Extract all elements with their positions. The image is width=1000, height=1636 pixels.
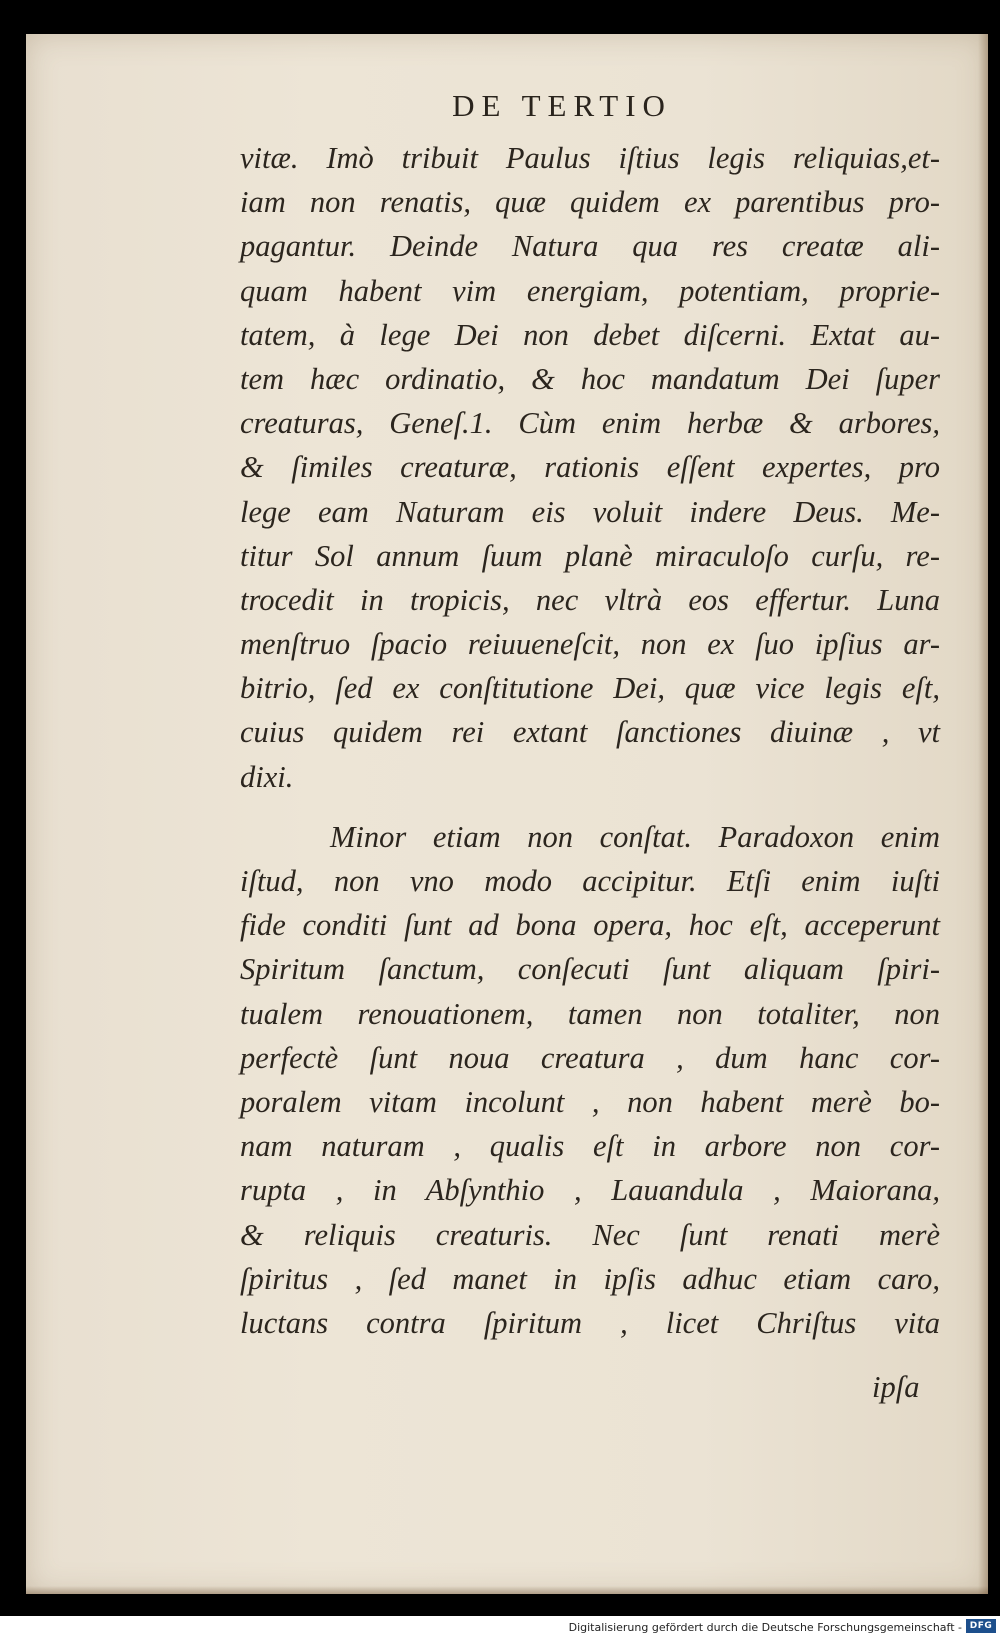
text-line: iam non renatis, quæ quidem ex parentibus pro- [240, 185, 940, 220]
text-line: & ſimiles creaturæ, rationis eſſent expertes, pro [240, 450, 940, 485]
page-edge-shadow [978, 34, 988, 1594]
paragraph-2 [240, 815, 940, 1345]
text-line: Minor etiam non conſtat. Paradoxon enim [330, 819, 940, 854]
text-line: vitæ. Imò tribuit Paulus iſtius legis reliquias,et- [240, 141, 940, 175]
text-line: cuius quidem rei extant ſanctiones diuinæ , vt [240, 715, 940, 750]
page-bottom-shadow [26, 1586, 988, 1594]
paragraph-gap [240, 799, 940, 815]
text-line: quam habent vim energiam, potentiam, proprie- [240, 273, 940, 308]
text-line: tatem, à lege Dei non debet diſcerni. Extat au- [240, 317, 940, 352]
text-line: pagantur. Deinde Natura qua res creatæ ali- [240, 229, 940, 264]
main-text [240, 136, 940, 1345]
dfg-logo: DFG [966, 1619, 996, 1633]
text-line: rupta , in Abſynthio , Lauandula , Maiorana, [240, 1173, 940, 1208]
text-line: tem hæc ordinatio, & hoc mandatum Dei ſuper [240, 361, 940, 396]
text-line: creaturas, Geneſ.1. Cùm enim herbæ & arbores, [240, 406, 940, 441]
text-line: lege eam Naturam eis voluit indere Deus. Me- [240, 494, 940, 529]
catchword: ipſa [872, 1370, 920, 1404]
text-line: Spiritum ſanctum, conſecuti ſunt aliquam ſpiri- [240, 952, 940, 987]
text-line: perfectè ſunt noua creatura , dum hanc cor- [240, 1040, 940, 1075]
paragraph-1 [240, 136, 940, 799]
text-line: menſtruo ſpacio reiuueneſcit, non ex ſuo ipſius ar- [240, 627, 940, 662]
text-line: ſpiritus , ſed manet in ipſis adhuc etiam caro, [240, 1261, 940, 1296]
text-line: luctans contra ſpiritum , licet Chriſtus vita [240, 1305, 940, 1340]
running-head: DE TERTIO [452, 88, 672, 123]
funding-credit: Digitalisierung gefördert durch die Deutsche Forschungsgemeinschaft - [568, 1621, 962, 1634]
text-line: iſtud, non vno modo accipitur. Etſi enim iuſti [240, 864, 940, 898]
text-line: titur Sol annum ſuum planè miraculoſo curſu, re- [240, 538, 940, 573]
digitization-footer [0, 1616, 1000, 1636]
text-line: tualem renouationem, tamen non totaliter, non [240, 996, 940, 1031]
text-line: bitrio, ſed ex conſtitutione Dei, quæ vice legis eſt, [240, 671, 940, 706]
text-line: nam naturam , qualis eſt in arbore non cor- [240, 1129, 940, 1164]
text-line: trocedit in tropicis, nec vltrà eos effertur. Luna [240, 582, 940, 617]
text-line: dixi. [240, 759, 294, 794]
text-line: poralem vitam incolunt , non habent merè bo- [240, 1084, 940, 1119]
text-line: fide conditi ſunt ad bona opera, hoc eſt, acceperunt [240, 908, 940, 943]
text-line: & reliquis creaturis. Nec ſunt renati merè [240, 1217, 940, 1252]
book-page [26, 34, 988, 1594]
